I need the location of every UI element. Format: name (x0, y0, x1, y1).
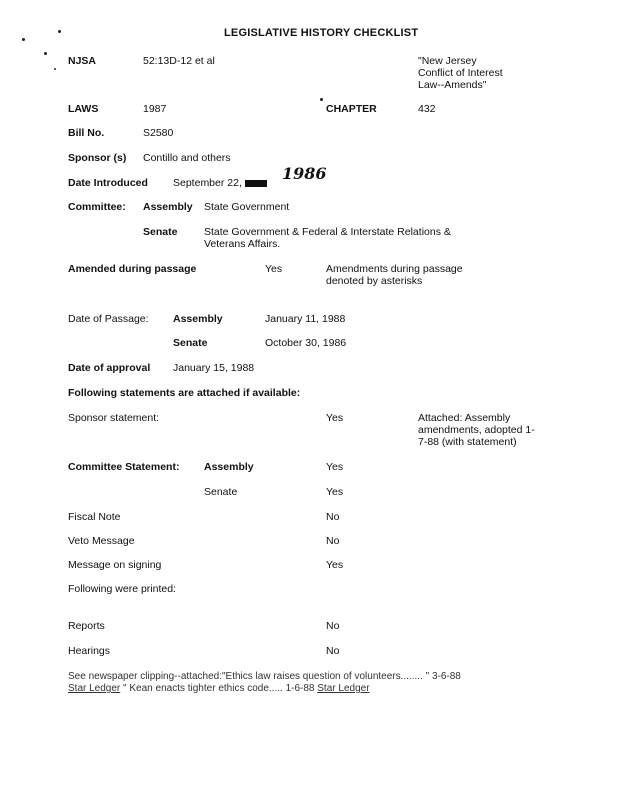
scan-speck (54, 68, 56, 70)
scan-speck (22, 38, 25, 41)
committee-statement-senate-value: Yes (326, 486, 344, 498)
sponsor-value: Contillo and others (143, 152, 231, 164)
committee-senate-value-line-2: Veterans Affairs. (204, 238, 281, 250)
committee-statement-senate-label: Senate (204, 486, 238, 498)
clipping-line-2 (68, 683, 370, 695)
chapter-label: CHAPTER (326, 103, 377, 115)
passage-senate-label: Senate (173, 337, 208, 349)
approval-value: January 15, 1988 (173, 362, 255, 374)
committee-statement-assembly-value: Yes (326, 461, 344, 473)
approval-label: Date of approval (68, 362, 151, 374)
passage-label: Date of Passage: (68, 313, 149, 325)
date-introduced-value (173, 177, 267, 189)
scan-speck (320, 98, 323, 101)
veto-message-value: No (326, 535, 340, 547)
scan-speck (44, 52, 47, 55)
date-introduced-text: September 22, (173, 177, 242, 189)
amended-note-line-2: denoted by asterisks (326, 275, 423, 287)
laws-label: LAWS (68, 103, 99, 115)
sponsor-statement-note-line-2: amendments, adopted 1- (418, 424, 535, 436)
clipping-source-1: Star Ledger (68, 683, 121, 694)
reports-value: No (326, 620, 340, 632)
passage-senate-value: October 30, 1986 (265, 337, 347, 349)
committee-label: Committee: (68, 201, 126, 213)
bill-value: S2580 (143, 127, 174, 139)
sponsor-statement-value: Yes (326, 412, 344, 424)
clipping-source-2: Star Ledger (317, 683, 370, 694)
passage-assembly-value: January 11, 1988 (265, 313, 346, 325)
passage-assembly-label: Assembly (173, 313, 223, 325)
message-signing-value: Yes (326, 559, 344, 571)
sponsor-label: Sponsor (s) (68, 152, 127, 164)
chapter-value: 432 (418, 103, 436, 115)
page-title: LEGISLATIVE HISTORY CHECKLIST (224, 27, 419, 39)
fiscal-note-value: No (326, 511, 340, 523)
sponsor-statement-note-line-3: 7-88 (with statement) (418, 436, 517, 448)
bill-label: Bill No. (68, 127, 105, 139)
short-title-line-3: Law--Amends" (418, 79, 487, 91)
committee-senate-value-line-1: State Government & Federal & Interstate Relations & (204, 226, 451, 238)
reports-label: Reports (68, 620, 105, 632)
committee-statement-label: Committee Statement: (68, 461, 180, 473)
sponsor-statement-note-line-1: Attached: Assembly (418, 412, 511, 424)
statements-heading: Following statements are attached if available: (68, 387, 301, 399)
strikeout-mark (245, 180, 267, 187)
njsa-label: NJSA (68, 55, 97, 67)
handwritten-year: 1986 (282, 164, 327, 183)
committee-statement-assembly-label: Assembly (204, 461, 254, 473)
committee-assembly-label: Assembly (143, 201, 193, 213)
amended-value: Yes (265, 263, 283, 275)
veto-message-label: Veto Message (68, 535, 135, 547)
amended-note-line-1: Amendments during passage (326, 263, 463, 275)
njsa-value: 52:13D-12 et al (143, 55, 215, 67)
sponsor-statement-label: Sponsor statement: (68, 412, 160, 424)
short-title-line-1: "New Jersey (418, 55, 477, 67)
fiscal-note-label: Fiscal Note (68, 511, 121, 523)
scan-speck (58, 30, 61, 33)
committee-assembly-value: State Government (204, 201, 290, 213)
hearings-label: Hearings (68, 645, 111, 657)
committee-senate-label: Senate (143, 226, 178, 238)
laws-value: 1987 (143, 103, 167, 115)
hearings-value: No (326, 645, 340, 657)
printed-heading: Following were printed: (68, 583, 176, 595)
short-title-line-2: Conflict of Interest (418, 67, 503, 79)
date-introduced-label: Date Introduced (68, 177, 148, 189)
clipping-headline-2: " Kean enacts tighter ethics code..... 1-6-88 (123, 683, 315, 694)
message-signing-label: Message on signing (68, 559, 162, 571)
clipping-line-1: See newspaper clipping--attached:"Ethics law raises question of volunteers........ " 3-6-88 (68, 671, 461, 682)
amended-label: Amended during passage (68, 263, 197, 275)
